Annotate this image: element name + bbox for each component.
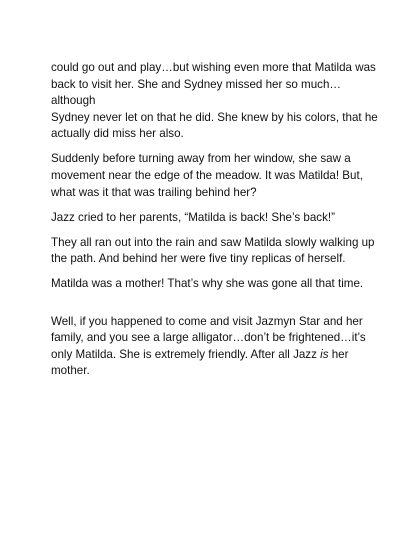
text-line: the path. And behind her were five tiny replicas of herself. xyxy=(51,252,346,266)
paragraph-mother xyxy=(51,276,383,293)
text-line: back to visit her. She and Sydney missed her so much…although xyxy=(51,77,341,108)
paragraph-jazz-cried xyxy=(51,210,383,227)
text-line: movement near the edge of the meadow. It was Matilda! But, xyxy=(51,168,363,182)
text-line: Jazz cried to her parents, “Matilda is back! She’s back!” xyxy=(51,210,335,224)
paragraph-movement-seen xyxy=(51,151,383,201)
text-line: Sydney never let on that he did. She knew by his colors, that he xyxy=(51,110,378,124)
text-line: mother. xyxy=(51,364,90,378)
text-line: what was it that was trailing behind her? xyxy=(51,185,257,199)
text-line: Matilda was a mother! That’s why she was gone all that time. xyxy=(51,277,364,291)
text-line-tail: her xyxy=(328,347,349,361)
emphasis-is: is xyxy=(320,347,329,361)
paragraph-matilda-missed xyxy=(51,60,383,143)
text-line: actually did miss her also. xyxy=(51,127,184,141)
paragraph-ran-out xyxy=(51,235,383,268)
text-line: only Matilda. She is extremely friendly. After all Jazz xyxy=(51,347,321,361)
document-body xyxy=(51,60,383,388)
text-line: They all ran out into the rain and saw Matilda slowly walking up xyxy=(51,235,375,249)
text-line: Well, if you happened to come and visit Jazmyn Star and her xyxy=(51,314,363,328)
text-line: family, and you see a large alligator…don’t be frightened…it’s xyxy=(51,331,366,345)
text-line: could go out and play…but wishing even more that Matilda was xyxy=(51,61,376,74)
text-line: Suddenly before turning away from her window, she saw a xyxy=(51,152,351,166)
paragraph-closing xyxy=(51,314,383,380)
